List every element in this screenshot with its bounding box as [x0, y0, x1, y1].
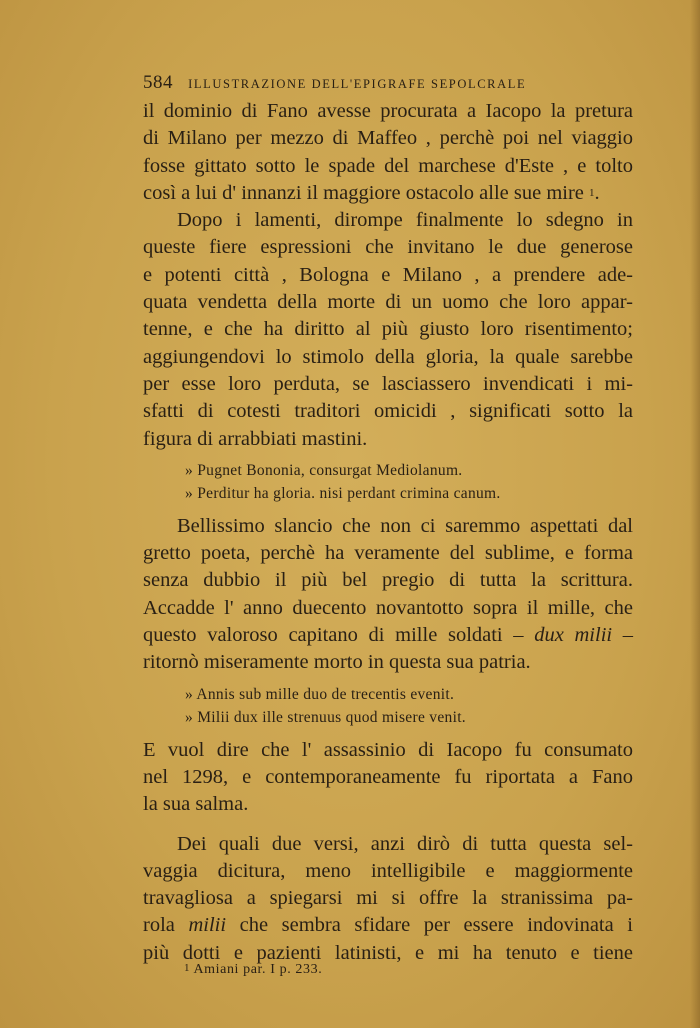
text-line: travagliosa a spiegarsi mi si offre la stranissima pa-	[143, 887, 633, 910]
text-line: la sua salma.	[143, 793, 249, 816]
latin-word: milii	[188, 914, 227, 937]
verse-quote-2	[185, 683, 633, 729]
verse-line: » Perditur ha gloria. nisi perdant crimina canum.	[185, 484, 501, 502]
footnote-text: Amiani par. I p. 233.	[193, 962, 323, 977]
paragraph-2	[143, 207, 633, 453]
latin-phrase: dux milii	[534, 624, 613, 647]
text-line: Dei quali due versi, anzi dirò di tutta questa sel-	[177, 832, 633, 855]
text-line: Dopo i lamenti, dirompe finalmente lo sdegno in	[177, 209, 633, 232]
text-line: rola milii che sembra sfidare per essere indovinata i	[143, 914, 633, 937]
text-line: tenne, e che ha diritto al più giusto loro risentimento;	[143, 318, 633, 341]
verse-quote-1	[185, 459, 633, 505]
text-line: ritornò miseramente morto in questa sua patria.	[143, 651, 531, 674]
text-line: figura di arrabbiati mastini.	[143, 427, 368, 450]
verse-line: » Milii dux ille strenuus quod misere venit.	[185, 708, 466, 726]
text-line: sfatti di cotesti traditori omicidi , significati sotto la	[143, 400, 633, 423]
text-line: Accadde l' anno duecento novantotto sopra il mille, che	[143, 596, 633, 619]
footnote-marker: 1	[184, 962, 191, 974]
text-line: gretto poeta, perchè ha veramente del sublime, e forma	[143, 542, 633, 565]
text-line: vaggia dicitura, meno intelligibile e maggiormente	[143, 859, 633, 882]
verse-line: » Annis sub mille duo de trecentis evenit.	[185, 685, 455, 703]
text-line: nel 1298, e contemporaneamente fu riportata a Fano	[143, 765, 633, 788]
page-edge-shadow	[690, 0, 700, 1028]
text-line: queste fiere espressioni che invitano le due generose	[143, 236, 633, 259]
text-line: questo valoroso capitano di mille soldati – dux milii –	[143, 624, 634, 647]
text-line: senza dubbio il più bel pregio di tutta la scrittura.	[143, 569, 633, 592]
text-line: e potenti città , Bologna e Milano , a prendere ade-	[143, 263, 633, 286]
running-header	[143, 72, 633, 94]
page-number: 584	[143, 72, 173, 93]
text-line: aggiungendovi lo stimolo della gloria, la quale sarebbe	[143, 345, 633, 368]
paragraph-3	[143, 513, 633, 677]
paragraph-5	[143, 831, 633, 967]
footnote-reference: 1	[589, 186, 595, 199]
text-line: di Milano per mezzo di Maffeo , perchè poi nel viaggio	[143, 127, 633, 150]
text-line: per esse loro perduta, se lasciassero invendicati i mi-	[143, 372, 633, 395]
paragraph-1	[143, 98, 633, 207]
paragraph-4	[143, 737, 633, 819]
footnote	[184, 962, 322, 978]
main-text	[143, 98, 633, 967]
text-line: così a lui d' innanzi il maggiore ostacolo alle sue mire $^1$.	[143, 181, 600, 204]
text-line: quata vendetta della morte di un uomo che loro appar-	[143, 291, 633, 314]
text-line: il dominio di Fano avesse procurata a Iacopo la pretura	[143, 100, 633, 122]
text-line: più dotti e pazienti latinisti, e mi ha tenuto e tiene	[143, 941, 633, 964]
text-line: fosse gittato sotto le spade del marchese d'Este , e tolto	[143, 154, 633, 177]
verse-line: » Pugnet Bononia, consurgat Mediolanum.	[185, 461, 463, 479]
running-title: ILLUSTRAZIONE DELL'EPIGRAFE SEPOLCRALE	[188, 77, 527, 91]
text-line: E vuol dire che l' assassinio di Iacopo fu consumato	[143, 738, 633, 761]
text-line: Bellissimo slancio che non ci saremmo aspettati dal	[177, 514, 633, 537]
